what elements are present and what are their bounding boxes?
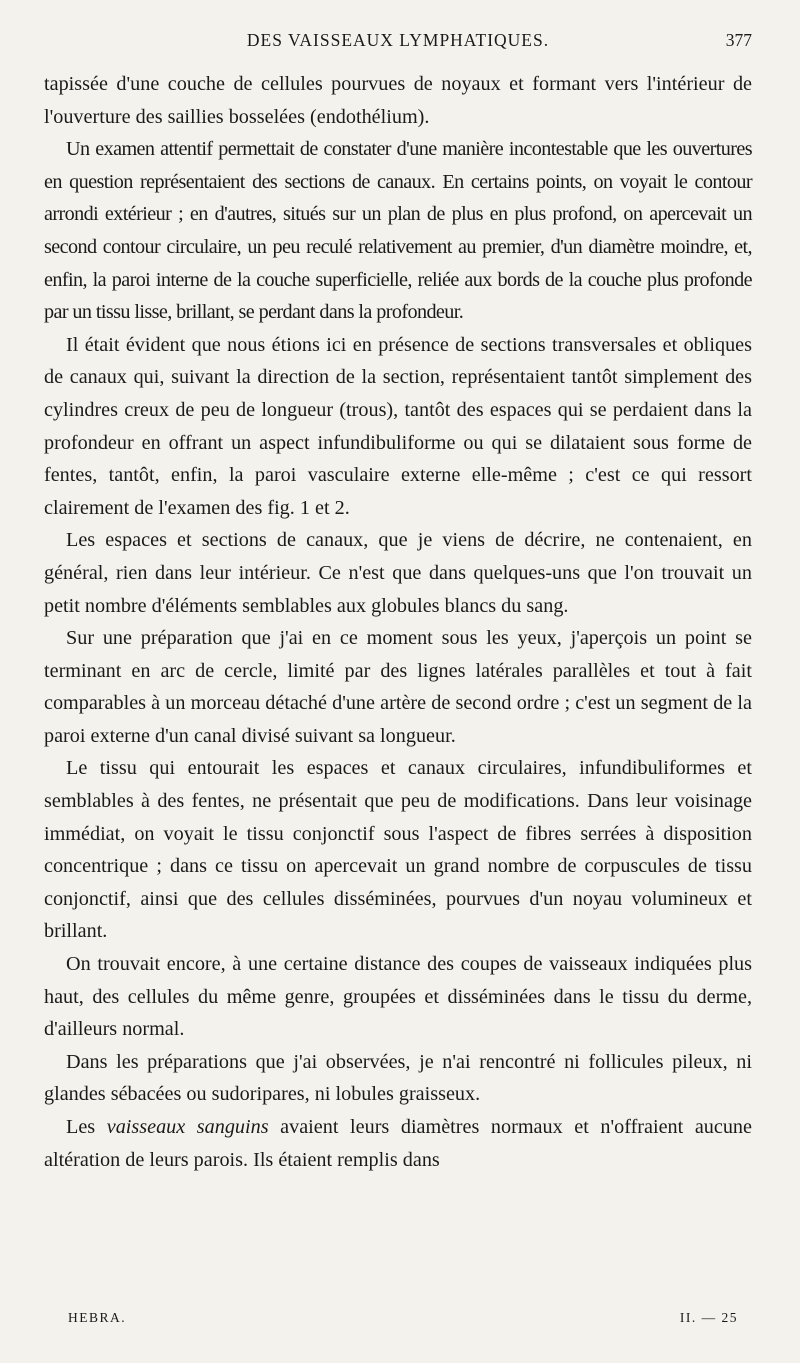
paragraph-5: Sur une préparation que j'ai en ce moment sous les yeux, j'aperçois un point se terminant en arc de cercle, limité par des lignes latérales parallèles et tout à fait comparables à un morceau détaché d'une artère de second ordre ; c'est un segment de la paroi externe d'un canal divisé suivant sa longueur. xyxy=(44,627,752,747)
paragraph-2: Un examen attentif permettait de constater d'une manière incontestable que les ouvertures en question représentaient des sections de canaux. En certains points, on voyait le contour arrondi extérieur ; en d'autres, situés sur un plan de plus en plus profond, on apercevait un second contour circulaire, un peu reculé relativement au premier, d'un diamètre moindre, et, enfin, la paroi interne de la couche superficielle, reliée aux bords de la couche plus profonde par un tissu lisse, brillant, se perdant dans la profondeur. xyxy=(44,138,752,324)
signature-mark: HEBRA. xyxy=(68,1310,127,1325)
paragraph-9-rest: avaient leurs diamètres normaux et n'offraient aucune altération de leurs parois. Ils étaient remplis dans xyxy=(44,1116,752,1171)
paragraph-4: Les espaces et sections de canaux, que je viens de décrire, ne contenaient, en général, rien dans leur intérieur. Ce n'est que dans quelques-uns que l'on trouvait un petit nombre d'éléments semblables aux globules blancs du sang. xyxy=(44,529,752,617)
paragraph-9 xyxy=(44,1111,752,1176)
paragraph-7: On trouvait encore, à une certaine distance des coupes de vaisseaux indiquées plus haut, des cellules du même genre, groupées et disséminées dans le tissu du derme, d'ailleurs normal. xyxy=(44,953,752,1041)
paragraph-3: Il était évident que nous étions ici en présence de sections transversales et obliques de canaux qui, suivant la direction de la section, représentaient tantôt simplement des cylindres creux de peu de longueur (trous), tantôt des espaces qui se perdaient dans la profondeur en offrant un aspect infundibuliforme ou qui se dilataient sous forme de fentes, tantôt, enfin, la paroi vasculaire externe elle-même ; c'est ce qui ressort clairement de l'examen des fig. 1 et 2. xyxy=(44,333,752,519)
paragraph-9-italic: vaisseaux sanguins xyxy=(106,1116,269,1138)
page-number: 377 xyxy=(725,30,752,50)
page-footer xyxy=(68,1310,738,1334)
sheet-number: II. — 25 xyxy=(679,1310,738,1325)
body-text xyxy=(44,68,752,1176)
paragraph-8: Dans les préparations que j'ai observées, je n'ai rencontré ni follicules pileux, ni glandes sébacées ou sudoripares, ni lobules graisseux. xyxy=(44,1050,752,1106)
paragraph-1: tapissée d'une couche de cellules pourvues de noyaux et formant vers l'intérieur de l'ouverture des saillies bosselées (endothélium). xyxy=(44,73,752,128)
running-title: DES VAISSEAUX LYMPHATIQUES. xyxy=(246,30,550,50)
paragraph-6: Le tissu qui entourait les espaces et canaux circulaires, infundibuliformes et semblables à des fentes, ne présentait que peu de modifications. Dans leur voisinage immédiat, on voyait le tissu conjonctif sous l'aspect de fibres serrées à disposition concentrique ; dans ce tissu on apercevait un grand nombre de corpuscules de tissu conjonctif, ainsi que des cellules disséminées, pourvues d'un noyau volumineux et brillant. xyxy=(44,757,752,943)
paragraph-9-lead: Les xyxy=(66,1116,107,1138)
running-head xyxy=(44,30,752,58)
